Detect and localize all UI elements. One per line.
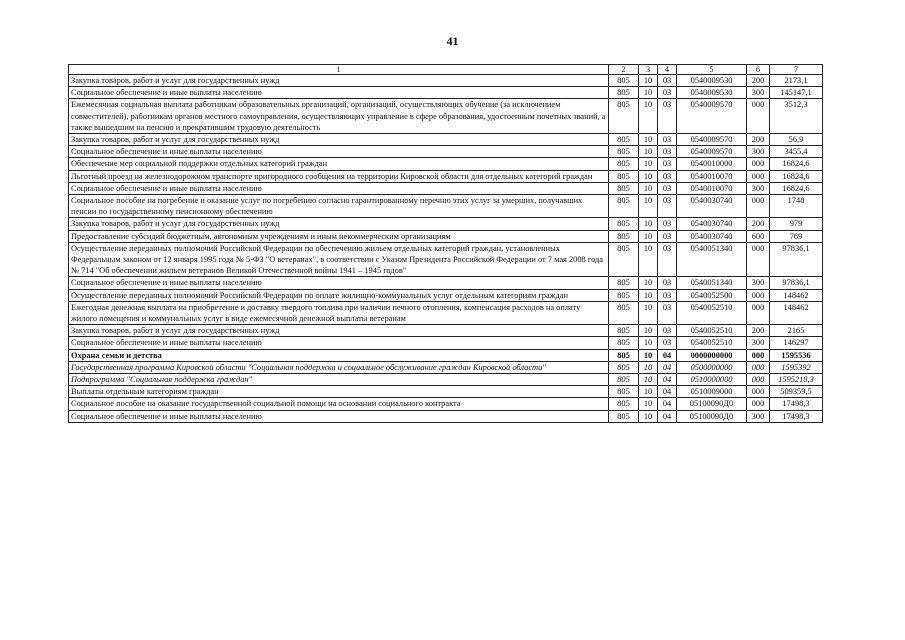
cell-amount: 16824,6 xyxy=(770,170,823,182)
cell-amount: 146297 xyxy=(770,337,823,349)
cell-subsection: 04 xyxy=(658,410,677,422)
cell-subsection: 03 xyxy=(658,182,677,194)
cell-expense-type: 000 xyxy=(747,242,770,277)
cell-name: Подпрограмма "Социальная поддержка граждан" xyxy=(69,374,609,386)
cell-amount: 1595218,3 xyxy=(770,374,823,386)
cell-name: Социальное обеспечение и иные выплаты населению xyxy=(69,87,609,99)
cell-amount: 16824,6 xyxy=(770,182,823,194)
cell-expense-type: 000 xyxy=(747,386,770,398)
header-col-3: 3 xyxy=(639,65,658,75)
cell-section: 10 xyxy=(639,301,658,324)
cell-expense-type: 600 xyxy=(747,230,770,242)
table-body xyxy=(69,75,823,423)
table-row xyxy=(69,182,823,194)
budget-table xyxy=(68,64,823,423)
cell-expense-type: 300 xyxy=(747,410,770,422)
cell-admin-code: 805 xyxy=(609,242,639,277)
cell-admin-code: 805 xyxy=(609,301,639,324)
cell-amount: 148462 xyxy=(770,301,823,324)
cell-section: 10 xyxy=(639,170,658,182)
cell-admin-code: 805 xyxy=(609,87,639,99)
table-row xyxy=(69,410,823,422)
header-row xyxy=(69,65,823,75)
cell-expense-type: 200 xyxy=(747,325,770,337)
cell-section: 10 xyxy=(639,349,658,361)
cell-target-article: 0540051340 xyxy=(677,277,747,289)
cell-section: 10 xyxy=(639,337,658,349)
cell-admin-code: 805 xyxy=(609,374,639,386)
cell-admin-code: 805 xyxy=(609,386,639,398)
cell-admin-code: 805 xyxy=(609,289,639,301)
cell-amount: 97836,1 xyxy=(770,242,823,277)
cell-target-article: 0540030740 xyxy=(677,195,747,218)
cell-target-article: 0510000000 xyxy=(677,374,747,386)
cell-name: Закупка товаров, работ и услуг для государственных нужд xyxy=(69,134,609,146)
cell-expense-type: 000 xyxy=(747,158,770,170)
cell-target-article: 0000000000 xyxy=(677,349,747,361)
cell-section: 10 xyxy=(639,242,658,277)
header-col-4: 4 xyxy=(658,65,677,75)
cell-amount: 1595536 xyxy=(770,349,823,361)
cell-expense-type: 000 xyxy=(747,361,770,373)
cell-admin-code: 805 xyxy=(609,75,639,87)
cell-subsection: 03 xyxy=(658,134,677,146)
cell-section: 10 xyxy=(639,325,658,337)
cell-amount: 509359,5 xyxy=(770,386,823,398)
cell-amount: 1748 xyxy=(770,195,823,218)
cell-subsection: 03 xyxy=(658,337,677,349)
cell-name: Выплаты отдельным категориям граждан xyxy=(69,386,609,398)
header-col-2: 2 xyxy=(609,65,639,75)
table-row xyxy=(69,218,823,230)
cell-subsection: 03 xyxy=(658,87,677,99)
cell-admin-code: 805 xyxy=(609,218,639,230)
cell-name: Ежемесячная социальная выплата работникам образовательных организаций, организаций, осуществляющих обучение (за исключением совместителей), работникам органов местного самоуправления, осуществляющих управление в сфере образования, удостоенным почетных званий, а также вышедшим на пенсию и прекратившим трудовую деятельность xyxy=(69,99,609,134)
cell-name: Осуществление переданных полномочий Российской Федерации по оплате жилищно-коммунальных услуг отдельным категориям граждан xyxy=(69,289,609,301)
cell-subsection: 04 xyxy=(658,361,677,373)
cell-subsection: 03 xyxy=(658,99,677,134)
cell-expense-type: 200 xyxy=(747,134,770,146)
table-row xyxy=(69,134,823,146)
table-row xyxy=(69,99,823,134)
cell-admin-code: 805 xyxy=(609,134,639,146)
cell-expense-type: 300 xyxy=(747,146,770,158)
table-row xyxy=(69,349,823,361)
cell-amount: 3512,3 xyxy=(770,99,823,134)
cell-expense-type: 300 xyxy=(747,182,770,194)
cell-admin-code: 805 xyxy=(609,99,639,134)
cell-amount: 17498,3 xyxy=(770,410,823,422)
cell-expense-type: 000 xyxy=(747,349,770,361)
cell-target-article: 0540010000 xyxy=(677,158,747,170)
cell-expense-type: 000 xyxy=(747,99,770,134)
cell-name: Обеспечение мер социальной поддержки отдельных категорий граждан xyxy=(69,158,609,170)
header-col-6: 6 xyxy=(747,65,770,75)
cell-amount: 145147,1 xyxy=(770,87,823,99)
cell-name: Льготный проезд на железнодорожном транспорте пригородного сообщения на территории Кировской области для отдельных категорий граждан xyxy=(69,170,609,182)
cell-target-article: 0540009530 xyxy=(677,87,747,99)
cell-subsection: 04 xyxy=(658,386,677,398)
cell-admin-code: 805 xyxy=(609,230,639,242)
cell-admin-code: 805 xyxy=(609,158,639,170)
cell-admin-code: 805 xyxy=(609,398,639,410)
cell-section: 10 xyxy=(639,182,658,194)
cell-expense-type: 300 xyxy=(747,337,770,349)
cell-admin-code: 805 xyxy=(609,410,639,422)
cell-name: Предоставление субсидий бюджетным, автономным учреждениям и иным некоммерческим организациям xyxy=(69,230,609,242)
header-col-5: 5 xyxy=(677,65,747,75)
cell-section: 10 xyxy=(639,195,658,218)
cell-target-article: 0540052510 xyxy=(677,325,747,337)
cell-subsection: 03 xyxy=(658,75,677,87)
cell-name: Закупка товаров, работ и услуг для государственных нужд xyxy=(69,75,609,87)
cell-expense-type: 000 xyxy=(747,398,770,410)
cell-admin-code: 805 xyxy=(609,337,639,349)
cell-admin-code: 805 xyxy=(609,170,639,182)
cell-section: 10 xyxy=(639,99,658,134)
cell-section: 10 xyxy=(639,218,658,230)
table-row xyxy=(69,361,823,373)
table-row xyxy=(69,337,823,349)
cell-amount: 769 xyxy=(770,230,823,242)
cell-section: 10 xyxy=(639,158,658,170)
table-row xyxy=(69,289,823,301)
cell-section: 10 xyxy=(639,146,658,158)
cell-name: Закупка товаров, работ и услуг для государственных нужд xyxy=(69,325,609,337)
table-row xyxy=(69,374,823,386)
cell-expense-type: 000 xyxy=(747,195,770,218)
table-row xyxy=(69,386,823,398)
cell-subsection: 03 xyxy=(658,158,677,170)
cell-section: 10 xyxy=(639,398,658,410)
cell-name: Социальное обеспечение и иные выплаты населению xyxy=(69,146,609,158)
cell-target-article: 0540030740 xyxy=(677,218,747,230)
cell-amount: 16824,6 xyxy=(770,158,823,170)
table-row xyxy=(69,87,823,99)
cell-name: Социальное пособие на оказание государственной социальной помощи на основании социального контракта xyxy=(69,398,609,410)
cell-admin-code: 805 xyxy=(609,195,639,218)
cell-subsection: 04 xyxy=(658,349,677,361)
cell-section: 10 xyxy=(639,361,658,373)
cell-subsection: 03 xyxy=(658,230,677,242)
cell-target-article: 0540009570 xyxy=(677,146,747,158)
cell-amount: 17498,3 xyxy=(770,398,823,410)
cell-subsection: 04 xyxy=(658,398,677,410)
cell-target-article: 0540030740 xyxy=(677,230,747,242)
cell-expense-type: 000 xyxy=(747,301,770,324)
cell-admin-code: 805 xyxy=(609,325,639,337)
cell-expense-type: 200 xyxy=(747,218,770,230)
cell-expense-type: 000 xyxy=(747,170,770,182)
page-number: 41 xyxy=(446,34,459,48)
cell-target-article: 05100090Д0 xyxy=(677,398,747,410)
cell-target-article: 05100090Д0 xyxy=(677,410,747,422)
cell-target-article: 0540052510 xyxy=(677,337,747,349)
cell-target-article: 0540010070 xyxy=(677,182,747,194)
cell-subsection: 03 xyxy=(658,325,677,337)
cell-subsection: 03 xyxy=(658,146,677,158)
cell-expense-type: 000 xyxy=(747,374,770,386)
cell-name: Социальное обеспечение и иные выплаты населению xyxy=(69,277,609,289)
cell-section: 10 xyxy=(639,277,658,289)
table-row xyxy=(69,325,823,337)
cell-name: Социальное обеспечение и иные выплаты населению xyxy=(69,337,609,349)
table-row xyxy=(69,158,823,170)
cell-target-article: 0540009570 xyxy=(677,134,747,146)
cell-section: 10 xyxy=(639,75,658,87)
cell-section: 10 xyxy=(639,386,658,398)
cell-amount: 2165 xyxy=(770,325,823,337)
cell-name: Ежегодная денежная выплата на приобретение и доставку твердого топлива при наличии печного отопления, компенсация расходов на оплату жилого помещения и коммунальных услуг в виде ежемесячной денежной выплаты ветеранам xyxy=(69,301,609,324)
cell-target-article: 0540051340 xyxy=(677,242,747,277)
cell-name: Социальное пособие на погребение и оказание услуг по погребению согласно гарантированному перечню этих услуг за умерших, получавших пенсии по государственному пенсионному обеспечению xyxy=(69,195,609,218)
cell-expense-type: 300 xyxy=(747,87,770,99)
cell-subsection: 03 xyxy=(658,301,677,324)
cell-amount: 56,9 xyxy=(770,134,823,146)
table-row xyxy=(69,75,823,87)
cell-name: Социальное обеспечение и иные выплаты населению xyxy=(69,182,609,194)
header-col-7: 7 xyxy=(770,65,823,75)
cell-target-article: 0540009570 xyxy=(677,99,747,134)
cell-section: 10 xyxy=(639,410,658,422)
cell-target-article: 0500000000 xyxy=(677,361,747,373)
cell-name: Охрана семьи и детства xyxy=(69,349,609,361)
cell-target-article: 0540052500 xyxy=(677,289,747,301)
cell-name: Осуществление переданных полномочий Российской Федерации по обеспечению жильем отдельных категорий граждан, установленных Федеральным законом от 12 января 1995 года № 5-ФЗ "О ветеранах", в соответствии с Указом Президента Российской Федерации от 7 мая 2008 года № 714 "Об обеспечении жильем ветеранов Великой Отечественной войны 1941 – 1945 годов" xyxy=(69,242,609,277)
cell-subsection: 04 xyxy=(658,374,677,386)
cell-target-article: 0540009530 xyxy=(677,75,747,87)
cell-amount: 979 xyxy=(770,218,823,230)
cell-subsection: 03 xyxy=(658,195,677,218)
cell-amount: 97836,1 xyxy=(770,277,823,289)
cell-section: 10 xyxy=(639,374,658,386)
cell-amount: 2173,1 xyxy=(770,75,823,87)
header-col-1: 1 xyxy=(69,65,609,75)
cell-expense-type: 200 xyxy=(747,75,770,87)
cell-name: Социальное обеспечение и иные выплаты населению xyxy=(69,410,609,422)
cell-admin-code: 805 xyxy=(609,361,639,373)
cell-subsection: 03 xyxy=(658,242,677,277)
table-row xyxy=(69,195,823,218)
table-row xyxy=(69,301,823,324)
cell-target-article: 0540052510 xyxy=(677,301,747,324)
cell-target-article: 0540010070 xyxy=(677,170,747,182)
cell-section: 10 xyxy=(639,230,658,242)
cell-name: Государственная программа Кировской области "Социальная поддержка и социальное обслуживание граждан Кировской области" xyxy=(69,361,609,373)
cell-section: 10 xyxy=(639,134,658,146)
cell-section: 10 xyxy=(639,289,658,301)
cell-admin-code: 805 xyxy=(609,182,639,194)
cell-amount: 1595392 xyxy=(770,361,823,373)
cell-target-article: 0510009000 xyxy=(677,386,747,398)
cell-admin-code: 805 xyxy=(609,349,639,361)
cell-admin-code: 805 xyxy=(609,146,639,158)
cell-expense-type: 000 xyxy=(747,289,770,301)
table-row xyxy=(69,170,823,182)
cell-amount: 148462 xyxy=(770,289,823,301)
cell-subsection: 03 xyxy=(658,277,677,289)
cell-section: 10 xyxy=(639,87,658,99)
table-row xyxy=(69,398,823,410)
cell-subsection: 03 xyxy=(658,218,677,230)
cell-admin-code: 805 xyxy=(609,277,639,289)
cell-amount: 3455,4 xyxy=(770,146,823,158)
table-row xyxy=(69,242,823,277)
cell-expense-type: 300 xyxy=(747,277,770,289)
table-row xyxy=(69,146,823,158)
table-row xyxy=(69,230,823,242)
table-row xyxy=(69,277,823,289)
cell-name: Закупка товаров, работ и услуг для государственных нужд xyxy=(69,218,609,230)
cell-subsection: 03 xyxy=(658,289,677,301)
cell-subsection: 03 xyxy=(658,170,677,182)
